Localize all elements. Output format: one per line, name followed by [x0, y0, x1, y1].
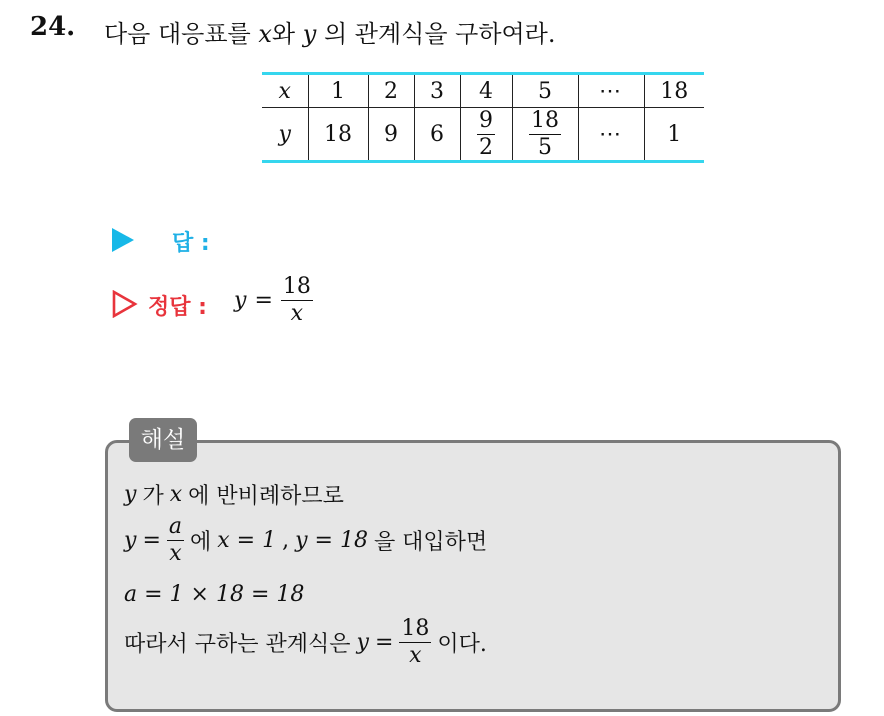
table-cell: 4 [460, 74, 512, 108]
expr-y: y [124, 528, 137, 553]
question-text [104, 14, 556, 49]
answer-label: 답 : [172, 231, 210, 256]
question-number: 24. [30, 12, 76, 42]
table-cell: 5 [512, 74, 578, 108]
expr-y: y [234, 288, 247, 313]
fraction-numerator: 18 [282, 274, 311, 299]
table-cell: ⋯ [578, 108, 644, 162]
table-cell-fraction [512, 108, 578, 162]
play-triangle-icon [112, 228, 134, 252]
table-header-y: y [278, 121, 291, 147]
text: 따라서 구하는 관계식은 [124, 632, 351, 657]
text: , [282, 528, 290, 553]
fraction-numerator: a [168, 514, 182, 539]
text: 이다. [437, 632, 487, 657]
question-text-part1: 다음 대응표를 [104, 20, 251, 48]
fraction-denominator: x [409, 643, 422, 668]
table-cell: 6 [414, 108, 460, 162]
table-cell: ⋯ [578, 74, 644, 108]
question-text-part3: 의 관계식을 구하여라. [323, 20, 556, 48]
explanation-line-2 [124, 516, 487, 565]
table-cell: 2 [368, 74, 414, 108]
table-row-x [262, 74, 704, 108]
table-cell: 18 [644, 74, 704, 108]
table-cell: 1 [308, 74, 368, 108]
equation: a = 1 × 18 = 18 [124, 582, 305, 607]
expr-equals: = [374, 630, 394, 655]
text: 에 [190, 530, 212, 555]
question-var-x: x [258, 20, 272, 48]
fraction-numerator: 9 [479, 107, 493, 133]
expr-y: y [124, 482, 137, 507]
expr-x: x [169, 482, 183, 507]
table-header-x: x [262, 74, 308, 108]
table-cell: 1 [644, 108, 704, 162]
text: 을 대입하면 [373, 530, 488, 555]
expr-equals: = [142, 528, 161, 553]
correspondence-table [262, 72, 704, 163]
correct-answer-expression [234, 276, 313, 325]
outline-triangle-icon [112, 290, 138, 318]
table-cell: 18 [308, 108, 368, 162]
fraction-numerator: 18 [531, 107, 559, 133]
fraction-denominator: x [169, 541, 182, 566]
table-cell: 9 [368, 108, 414, 162]
fraction-denominator: 2 [479, 134, 493, 160]
text: 에 반비례하므로 [188, 484, 344, 509]
table-row-y [262, 108, 704, 162]
explanation-line-3 [124, 582, 304, 607]
text: 가 [142, 484, 164, 509]
question-var-y: y [302, 20, 317, 48]
expr-equals: = [254, 288, 273, 313]
correct-answer-label: 정답 : [148, 295, 207, 320]
fraction-denominator: x [290, 301, 304, 326]
explanation-title-tab: 해설 [129, 418, 197, 462]
table-cell: 3 [414, 74, 460, 108]
explanation-line-4 [124, 618, 487, 667]
question-text-part2: 와 [271, 20, 296, 48]
explanation-line-1 [124, 479, 344, 510]
fraction-numerator: 18 [401, 616, 430, 641]
equation: y = 18 [295, 528, 368, 553]
equation: x = 1 [217, 528, 277, 553]
fraction-denominator: 5 [538, 134, 552, 160]
table-cell-fraction [460, 108, 512, 162]
expr-y: y [356, 630, 369, 655]
